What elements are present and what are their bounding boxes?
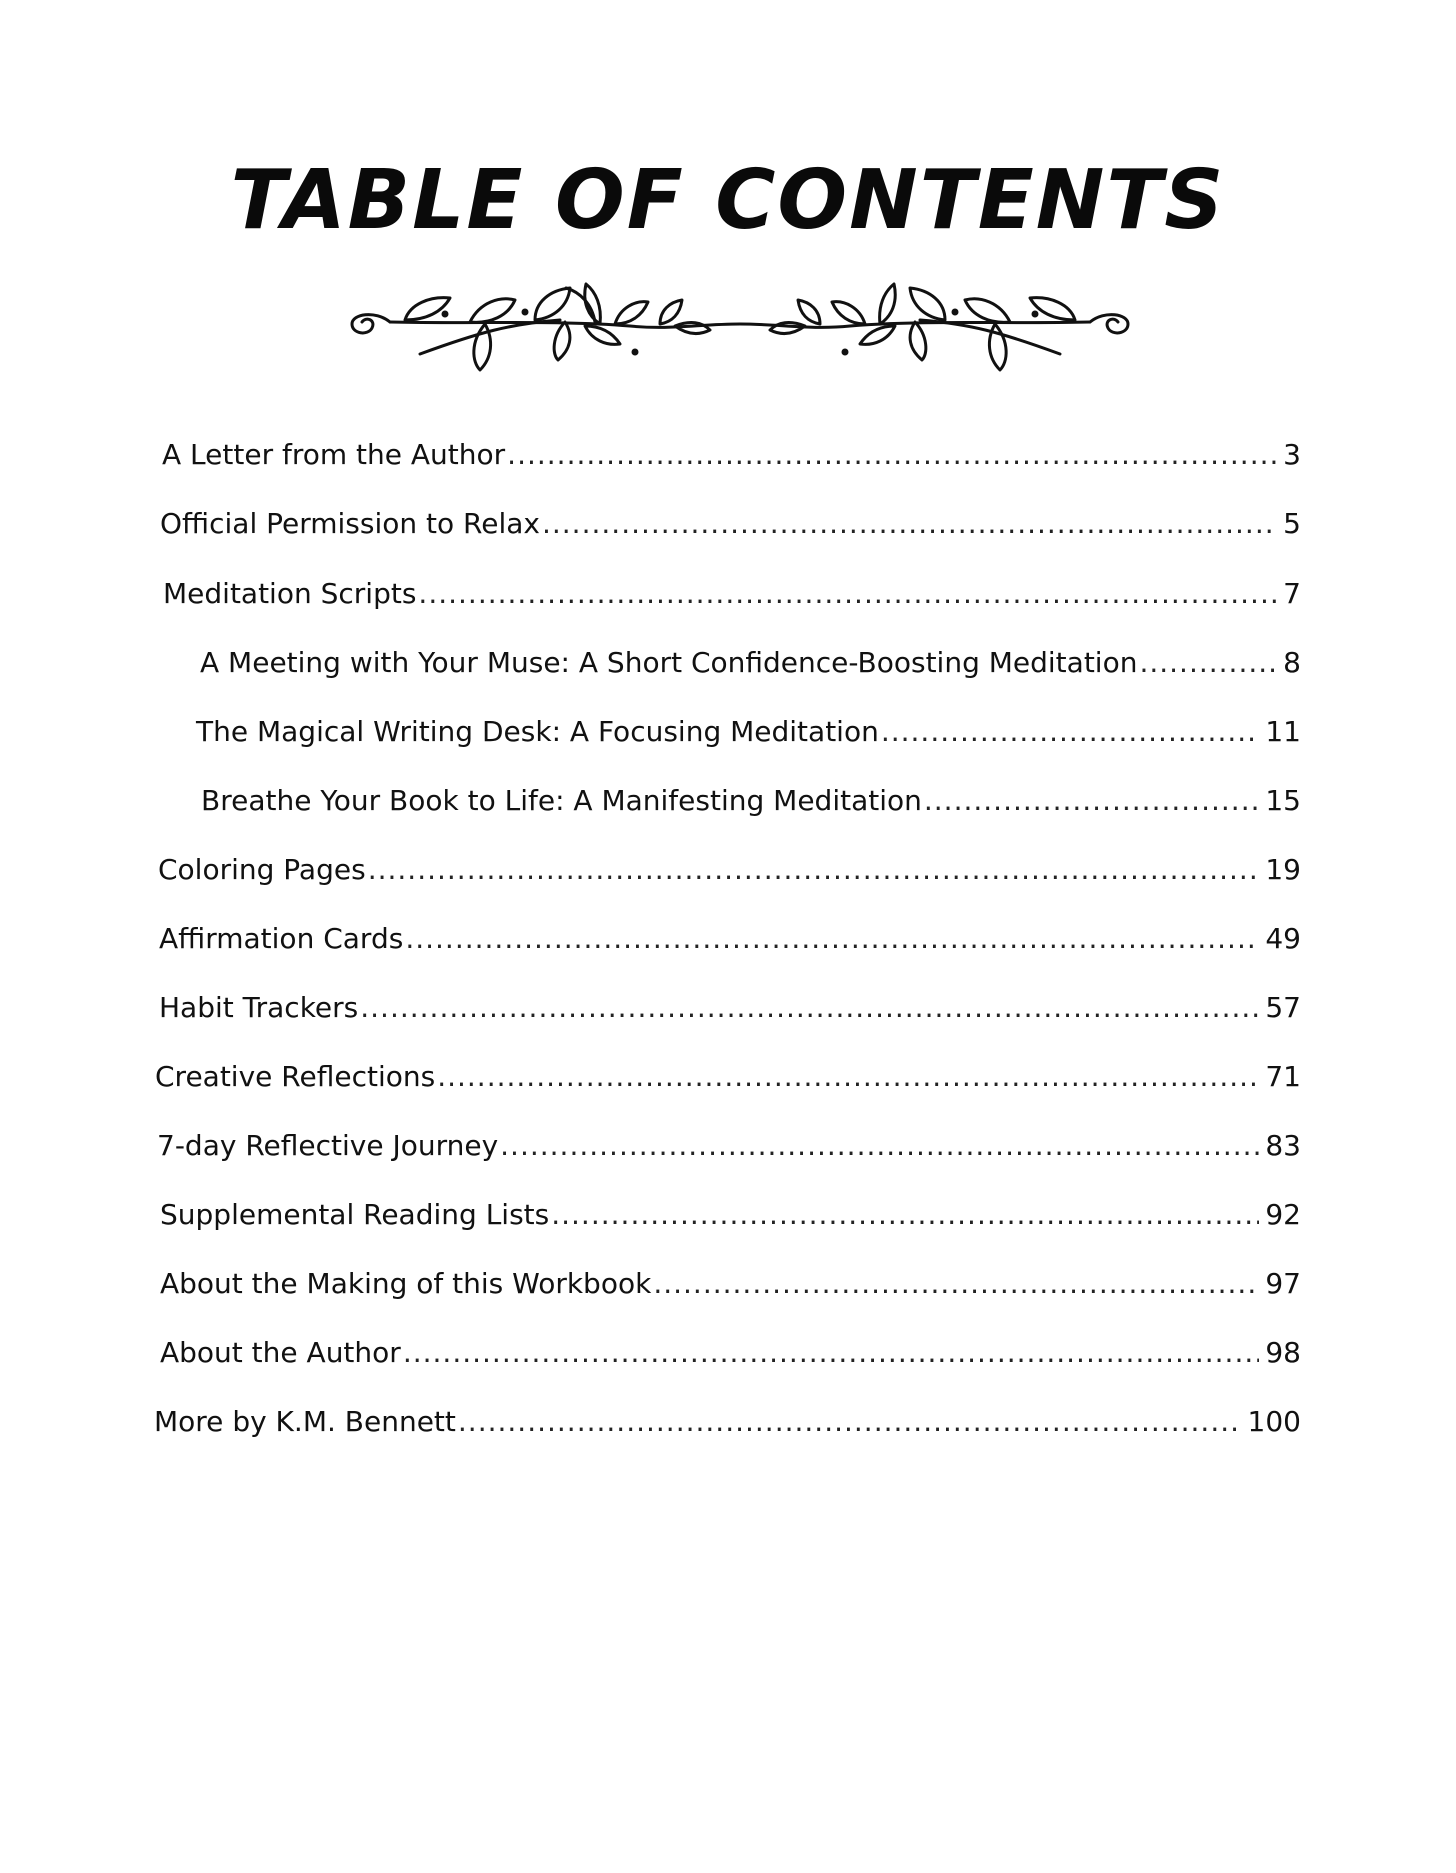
dot-leader xyxy=(1139,643,1277,683)
toc-entry[interactable] xyxy=(155,1057,1301,1097)
toc-entry-label: 7-day Reflective Journey xyxy=(157,1129,499,1162)
toc-entry-page: 11 xyxy=(1265,715,1301,748)
dot-leader xyxy=(507,435,1277,475)
toc-entry-label: Habit Trackers xyxy=(159,991,359,1024)
toc-entry-page: 97 xyxy=(1265,1267,1301,1300)
toc-entry[interactable] xyxy=(158,850,1301,890)
toc-entry[interactable] xyxy=(160,1333,1301,1373)
dot-leader xyxy=(437,1057,1259,1097)
toc-entry-label: The Magical Writing Desk: A Focusing Meditation xyxy=(196,715,879,748)
toc-entry-page: 100 xyxy=(1247,1405,1301,1438)
toc-entry-page: 92 xyxy=(1265,1198,1301,1231)
toc-entry-sub[interactable] xyxy=(200,643,1301,683)
toc-entry-sub[interactable] xyxy=(196,712,1301,752)
toc-entry-label: Official Permission to Relax xyxy=(160,507,540,540)
toc-entry[interactable] xyxy=(163,574,1301,614)
dot-leader xyxy=(653,1264,1259,1304)
dot-leader xyxy=(368,850,1260,890)
table-of-contents xyxy=(0,420,1456,1520)
toc-entry-label: Supplemental Reading Lists xyxy=(160,1198,550,1231)
toc-entry-label: A Meeting with Your Muse: A Short Confidence-Boosting Meditation xyxy=(200,646,1138,679)
toc-entry-label: A Letter from the Author xyxy=(162,438,506,471)
toc-entry-page: 8 xyxy=(1283,646,1301,679)
toc-entry[interactable] xyxy=(159,988,1301,1028)
dot-leader xyxy=(500,1126,1259,1166)
toc-entry[interactable] xyxy=(159,919,1301,959)
toc-entry-label: About the Making of this Workbook xyxy=(160,1267,652,1300)
page-title: TABLE OF CONTENTS xyxy=(230,153,1226,248)
dot-leader xyxy=(542,504,1277,544)
leafy-vine-divider-icon xyxy=(330,262,1150,382)
dot-leader xyxy=(405,919,1259,959)
dot-leader xyxy=(458,1402,1242,1442)
toc-entry[interactable] xyxy=(162,435,1301,475)
toc-entry-label: More by K.M. Bennett xyxy=(154,1405,456,1438)
toc-entry-label: About the Author xyxy=(160,1336,401,1369)
toc-entry-label: Coloring Pages xyxy=(158,853,366,886)
toc-entry-page: 5 xyxy=(1283,507,1301,540)
toc-entry-page: 71 xyxy=(1265,1060,1301,1093)
toc-entry[interactable] xyxy=(154,1402,1301,1442)
toc-entry-page: 57 xyxy=(1265,991,1301,1024)
dot-leader xyxy=(360,988,1259,1028)
toc-entry-page: 7 xyxy=(1283,577,1301,610)
toc-entry-page: 98 xyxy=(1265,1336,1301,1369)
toc-entry[interactable] xyxy=(157,1126,1301,1166)
toc-entry-page: 19 xyxy=(1265,853,1301,886)
dot-leader xyxy=(403,1333,1260,1373)
toc-entry-label: Meditation Scripts xyxy=(163,577,417,610)
toc-entry-label: Creative Reflections xyxy=(155,1060,436,1093)
toc-entry[interactable] xyxy=(160,1195,1301,1235)
toc-entry[interactable] xyxy=(160,1264,1301,1304)
toc-entry-label: Breathe Your Book to Life: A Manifesting Meditation xyxy=(201,784,922,817)
dot-leader xyxy=(881,712,1260,752)
dot-leader xyxy=(418,574,1277,614)
toc-entry-page: 3 xyxy=(1283,438,1301,471)
toc-entry-page: 49 xyxy=(1265,922,1301,955)
toc-entry-label: Affirmation Cards xyxy=(159,922,404,955)
dot-leader xyxy=(551,1195,1259,1235)
toc-entry[interactable] xyxy=(160,504,1301,544)
toc-entry-sub[interactable] xyxy=(201,781,1301,821)
dot-leader xyxy=(924,781,1259,821)
toc-entry-page: 83 xyxy=(1265,1129,1301,1162)
toc-entry-page: 15 xyxy=(1265,784,1301,817)
